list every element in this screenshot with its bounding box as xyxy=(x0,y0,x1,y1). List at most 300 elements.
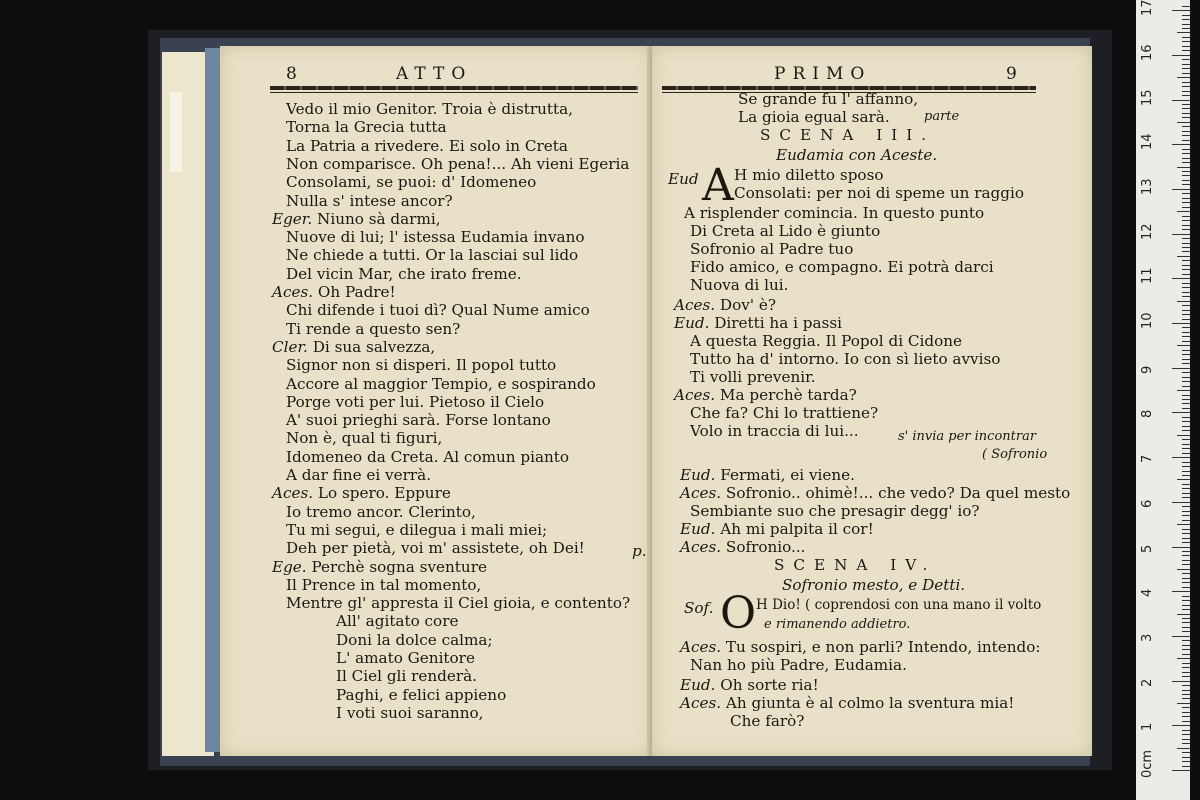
line-text: Non è, qual ti figuri, xyxy=(286,429,443,448)
left-text-line xyxy=(286,228,585,246)
line-text: A dar fine ei verrà. xyxy=(286,466,432,484)
line-text: Ah mi palpita il cor! xyxy=(720,520,874,538)
line-text: Ne chiede a tutti. Or la lasciai sul lido xyxy=(286,246,579,265)
ruler-tick xyxy=(1182,654,1190,655)
ruler-tick xyxy=(1182,511,1190,512)
ruler-tick xyxy=(1182,149,1190,150)
ruler-tick xyxy=(1182,542,1190,543)
scena-4-line-1: H Dio! ( coprendosi con una mano il volto xyxy=(756,597,1042,613)
ruler-tick xyxy=(1182,283,1190,284)
line-text: Che farò? xyxy=(730,712,805,730)
ruler-tick xyxy=(1182,757,1190,758)
ruler-tick xyxy=(1182,716,1190,717)
ruler-tick xyxy=(1182,448,1190,449)
line-text: I voti suoi saranno, xyxy=(336,703,484,722)
ruler-tick xyxy=(1182,564,1190,565)
left-text-line xyxy=(286,503,476,521)
ruler-tick xyxy=(1182,551,1190,552)
right-text-line xyxy=(690,656,907,674)
speaker-label: Eud. xyxy=(680,520,716,538)
left-text-line xyxy=(272,558,487,576)
right-page-number: 9 xyxy=(1006,64,1024,84)
ruler-number: 7 xyxy=(1140,454,1155,464)
ruler-tick xyxy=(1182,471,1190,472)
line-text: Vedo il mio Genitor. Troia è distrutta, xyxy=(286,100,573,118)
left-text-line xyxy=(286,155,629,173)
ruler-tick xyxy=(1172,457,1190,458)
line-text: Il Ciel gli renderà. xyxy=(336,667,477,686)
ruler-tick xyxy=(1182,153,1190,154)
left-running-head: ATTO xyxy=(396,64,473,84)
ruler-tick xyxy=(1182,761,1190,762)
left-text-line xyxy=(336,612,458,630)
left-text-line xyxy=(336,686,506,704)
speaker-label: Eger. xyxy=(272,209,313,228)
ruler-tick xyxy=(1182,618,1190,619)
ruler-tick xyxy=(1182,600,1190,601)
ruler-tick xyxy=(1182,707,1190,708)
ruler-tick xyxy=(1182,82,1190,83)
speaker-label: Eud. xyxy=(680,466,716,484)
line-text: Sembiante suo che presagir degg' io? xyxy=(690,502,980,520)
ruler-tick xyxy=(1177,390,1190,391)
ruler-tick xyxy=(1182,372,1190,373)
left-text-line xyxy=(286,521,547,539)
left-text-line xyxy=(286,539,585,557)
ruler-tick xyxy=(1182,243,1190,244)
ruler-tick xyxy=(1182,24,1190,25)
ruler-tick xyxy=(1182,216,1190,217)
line-text: Signor non si disperi. Il popol tutto xyxy=(286,356,557,375)
left-text-line xyxy=(286,246,578,264)
ruler-number: 4 xyxy=(1140,588,1155,598)
ruler-tick xyxy=(1177,524,1190,525)
right-text-line xyxy=(690,332,962,350)
speaker-label: Aces. xyxy=(272,484,314,503)
ruler-tick xyxy=(1177,658,1190,659)
ruler-tick xyxy=(1182,739,1190,740)
ruler-tick xyxy=(1182,305,1190,306)
ruler-tick xyxy=(1182,287,1190,288)
ruler-tick xyxy=(1182,68,1190,69)
left-text-line xyxy=(286,429,442,447)
measurement-ruler xyxy=(1136,0,1190,800)
ruler-tick xyxy=(1182,721,1190,722)
ruler-tick xyxy=(1177,122,1190,123)
ruler-tick xyxy=(1182,225,1190,226)
speaker-label: Aces. xyxy=(680,694,722,712)
ruler-tick xyxy=(1182,198,1190,199)
ruler-tick xyxy=(1182,113,1190,114)
ruler-tick xyxy=(1182,488,1190,489)
left-text-line xyxy=(286,466,431,484)
ruler-tick xyxy=(1177,77,1190,78)
stage-direction-2: ( Sofronio xyxy=(982,447,1048,462)
right-text-line xyxy=(674,296,776,314)
ruler-tick xyxy=(1182,37,1190,38)
ruler-tick xyxy=(1182,251,1190,252)
ruler-tick xyxy=(1182,207,1190,208)
ruler-tick xyxy=(1172,725,1190,726)
ruler-number: 16 xyxy=(1140,44,1155,61)
ruler-tick xyxy=(1182,104,1190,105)
ruler-tick xyxy=(1172,770,1190,771)
ruler-number: 9 xyxy=(1140,365,1155,374)
right-text-line xyxy=(690,502,980,520)
ruler-tick xyxy=(1182,730,1190,731)
ruler-tick xyxy=(1172,278,1190,279)
ruler-tick xyxy=(1177,301,1190,302)
ruler-tick xyxy=(1172,189,1190,190)
ruler-tick xyxy=(1182,332,1190,333)
ruler-tick xyxy=(1172,144,1190,145)
ruler-tick xyxy=(1182,743,1190,744)
ruler-tick xyxy=(1182,752,1190,753)
ruler-tick xyxy=(1182,622,1190,623)
line-text: Nan ho più Padre, Eudamia. xyxy=(690,656,907,674)
left-text-line xyxy=(272,210,441,228)
scena-3-title: SCENA III. xyxy=(760,126,936,144)
line-text: Che fa? Chi lo trattiene? xyxy=(690,404,879,422)
line-text: Dov' è? xyxy=(719,296,776,314)
ruler-tick xyxy=(1177,167,1190,168)
line-text: Lo spero. Eppure xyxy=(317,484,451,503)
ruler-tick xyxy=(1182,41,1190,42)
right-text-line xyxy=(738,108,890,126)
line-text: Io tremo ancor. Clerinto, xyxy=(286,502,476,521)
right-text-line xyxy=(730,712,804,730)
left-head-rule-thin xyxy=(270,92,638,93)
ruler-tick xyxy=(1182,269,1190,270)
ruler-tick xyxy=(1182,493,1190,494)
ruler-tick xyxy=(1182,158,1190,159)
ruler-tick xyxy=(1182,520,1190,521)
ruler-tick xyxy=(1182,694,1190,695)
ruler-tick xyxy=(1182,663,1190,664)
right-text-line xyxy=(690,258,994,276)
line-text: Tutto ha d' intorno. Io con sì lieto avviso xyxy=(690,350,1001,368)
speaker-label: Aces. xyxy=(674,296,716,314)
line-text: La gioia egual sarà. xyxy=(738,108,890,126)
line-text: L' amato Genitore xyxy=(336,649,475,667)
line-text: Sofronio al Padre tuo xyxy=(690,240,854,258)
line-text: Sofronio... xyxy=(725,538,806,556)
scena-3-line-2: Consolati: per noi di speme un raggio xyxy=(734,184,1024,202)
line-text: Tu mi segui, e dilegua i mali miei; xyxy=(286,520,548,539)
ruler-tick xyxy=(1182,296,1190,297)
scena-3-speaker: Eud xyxy=(668,170,699,188)
ruler-tick xyxy=(1177,256,1190,257)
left-text-line xyxy=(336,667,477,685)
ruler-tick xyxy=(1182,515,1190,516)
ruler-tick xyxy=(1182,529,1190,530)
ruler-tick xyxy=(1182,649,1190,650)
ruler-tick xyxy=(1182,672,1190,673)
ruler-number: 10 xyxy=(1140,312,1155,329)
left-text-line xyxy=(336,649,475,667)
line-text: A questa Reggia. Il Popol di Cidone xyxy=(690,332,963,350)
line-text: Nuove di lui; l' istessa Eudamia invano xyxy=(286,228,585,247)
left-text-line xyxy=(286,173,536,191)
line-text: Se grande fu l' affanno, xyxy=(738,90,919,108)
left-text-line xyxy=(286,448,569,466)
ruler-tick xyxy=(1182,117,1190,118)
left-text-line xyxy=(286,320,460,338)
ruler-tick xyxy=(1182,712,1190,713)
ruler-tick xyxy=(1182,140,1190,141)
stage-direction-1: s' invia per incontrar xyxy=(898,429,1037,444)
right-text-line xyxy=(680,484,1070,502)
ruler-tick xyxy=(1177,345,1190,346)
ruler-tick xyxy=(1182,64,1190,65)
ruler-tick xyxy=(1182,453,1190,454)
ruler-tick xyxy=(1182,645,1190,646)
ruler-tick xyxy=(1182,444,1190,445)
ruler-tick xyxy=(1182,202,1190,203)
ruler-number: 11 xyxy=(1140,267,1155,285)
speaker-label: Ege. xyxy=(272,557,307,576)
ruler-tick xyxy=(1172,10,1190,11)
right-text-line xyxy=(680,638,1040,656)
speaker-label: Eud. xyxy=(680,676,716,694)
ruler-tick xyxy=(1182,475,1190,476)
line-text: Il Prence in tal momento, xyxy=(286,575,482,594)
left-page-number: 8 xyxy=(286,64,304,84)
left-text-line xyxy=(286,137,568,155)
left-text-line xyxy=(286,356,556,374)
ruler-tick xyxy=(1182,685,1190,686)
line-text: Porge voti per lui. Pietoso il Cielo xyxy=(286,392,545,411)
line-text: All' agitato core xyxy=(336,612,459,631)
left-text-line xyxy=(286,265,522,283)
ruler-tick xyxy=(1182,596,1190,597)
ruler-number: 12 xyxy=(1140,223,1155,240)
left-text-line xyxy=(286,393,544,411)
ruler-tick xyxy=(1182,676,1190,677)
line-text: Del vicin Mar, che irato freme. xyxy=(286,264,522,283)
left-text-line xyxy=(286,118,447,136)
line-text: Ti volli prevenir. xyxy=(690,368,816,386)
speaker-label: Aces. xyxy=(680,484,722,502)
scena-3-line-1: H mio diletto sposo xyxy=(734,166,884,184)
speaker-label: Aces. xyxy=(272,283,314,301)
line-text: La Patria a rivedere. Ei solo in Creta xyxy=(286,136,568,155)
ruler-tick xyxy=(1182,582,1190,583)
line-text: Deh per pietà, voi m' assistete, oh Dei! xyxy=(286,539,585,558)
ruler-tick xyxy=(1172,547,1190,548)
right-text-line xyxy=(738,90,918,108)
ruler-number: 14 xyxy=(1140,133,1155,151)
ruler-tick xyxy=(1182,50,1190,51)
ruler-tick xyxy=(1182,95,1190,96)
ruler-tick xyxy=(1182,220,1190,221)
ruler-tick xyxy=(1182,359,1190,360)
scena-4-cast: Sofronio mesto, e Detti. xyxy=(782,576,966,594)
line-text: Torna la Grecia tutta xyxy=(286,118,447,137)
ruler-tick xyxy=(1182,430,1190,431)
ruler-tick xyxy=(1182,46,1190,47)
ruler-tick xyxy=(1182,734,1190,735)
ruler-tick xyxy=(1182,265,1190,266)
ruler-tick xyxy=(1182,15,1190,16)
line-text: Diretti ha i passi xyxy=(714,314,842,332)
ruler-tick xyxy=(1182,59,1190,60)
ruler-tick xyxy=(1182,91,1190,92)
ruler-tick xyxy=(1172,636,1190,637)
line-text: Perchè sogna sventure xyxy=(311,557,487,576)
right-text-line xyxy=(690,276,788,294)
ruler-number: 3 xyxy=(1140,633,1155,642)
ruler-tick xyxy=(1177,614,1190,615)
right-text-line xyxy=(690,422,859,440)
ruler-tick xyxy=(1172,55,1190,56)
line-text: Mentre gl' appresta il Ciel gioia, e contento? xyxy=(286,594,631,613)
right-text-line xyxy=(690,222,880,240)
ruler-tick xyxy=(1182,180,1190,181)
right-text-line xyxy=(680,466,855,484)
ruler-tick xyxy=(1182,135,1190,136)
ruler-tick xyxy=(1182,421,1190,422)
ruler-tick xyxy=(1182,238,1190,239)
ruler-tick xyxy=(1172,681,1190,682)
ruler-tick xyxy=(1182,260,1190,261)
line-text: Tu sospiri, e non parli? Intendo, intendo: xyxy=(725,638,1041,656)
right-running-head: PRIMO xyxy=(774,64,872,84)
line-text: Oh sorte ria! xyxy=(720,676,819,694)
ruler-tick xyxy=(1182,274,1190,275)
left-text-line xyxy=(272,283,396,301)
ruler-tick xyxy=(1172,412,1190,413)
ruler-tick xyxy=(1182,609,1190,610)
ruler-tick xyxy=(1177,32,1190,33)
ruler-tick xyxy=(1172,368,1190,369)
ruler-tick xyxy=(1182,631,1190,632)
speaker-label: Aces. xyxy=(674,386,716,404)
right-text-line xyxy=(674,314,842,332)
ruler-tick xyxy=(1182,399,1190,400)
scena-3-line-3: A risplender comincia. In questo punto xyxy=(684,204,985,222)
line-text: Di sua salvezza, xyxy=(312,337,436,356)
ruler-tick xyxy=(1182,587,1190,588)
ruler-tick xyxy=(1182,341,1190,342)
ruler-tick xyxy=(1182,698,1190,699)
ruler-tick xyxy=(1182,327,1190,328)
ruler-number: 0cm xyxy=(1140,749,1155,778)
line-text: Nulla s' intese ancor? xyxy=(286,191,453,210)
line-text: Niuno sà darmi, xyxy=(317,209,441,228)
ruler-tick xyxy=(1182,667,1190,668)
ruler-tick xyxy=(1172,591,1190,592)
ruler-tick xyxy=(1182,533,1190,534)
line-text: A' suoi prieghi sarà. Forse lontano xyxy=(286,411,551,430)
ruler-tick xyxy=(1182,766,1190,767)
ruler-tick xyxy=(1182,538,1190,539)
margin-mark: p. xyxy=(632,542,647,560)
line-text: Di Creta al Lido è giunto xyxy=(690,222,881,240)
left-text-line xyxy=(286,192,453,210)
ruler-tick xyxy=(1182,175,1190,176)
ruler-tick xyxy=(1182,28,1190,29)
right-page xyxy=(652,46,1092,756)
ruler-tick xyxy=(1177,435,1190,436)
ruler-tick xyxy=(1182,363,1190,364)
speaker-label: Aces. xyxy=(680,638,722,656)
ruler-tick xyxy=(1177,703,1190,704)
ruler-tick xyxy=(1182,131,1190,132)
left-page xyxy=(220,46,652,756)
left-text-line xyxy=(286,375,596,393)
line-text: Ma perchè tarda? xyxy=(719,386,857,404)
ruler-tick xyxy=(1182,247,1190,248)
ruler-tick xyxy=(1182,108,1190,109)
line-text: Oh Padre! xyxy=(317,283,396,301)
ruler-tick xyxy=(1182,560,1190,561)
scena-4-speaker: Sof. xyxy=(684,599,714,617)
line-text: Consolami, se puoi: d' Idomeneo xyxy=(286,173,537,192)
left-text-line xyxy=(286,100,573,118)
speaker-label: Eud. xyxy=(674,314,710,332)
right-text-line xyxy=(690,350,1000,368)
ruler-tick xyxy=(1182,319,1190,320)
ruler-tick xyxy=(1182,73,1190,74)
parte-direction: parte xyxy=(924,109,960,124)
ruler-tick xyxy=(1182,171,1190,172)
ruler-tick xyxy=(1182,350,1190,351)
ruler-tick xyxy=(1182,19,1190,20)
ruler-tick xyxy=(1182,466,1190,467)
ruler-number: 2 xyxy=(1140,678,1155,687)
ruler-tick xyxy=(1182,439,1190,440)
left-text-line xyxy=(336,704,483,722)
right-text-line xyxy=(690,368,816,386)
right-text-line xyxy=(680,520,874,538)
ruler-tick xyxy=(1182,126,1190,127)
speaker-label: Aces. xyxy=(680,538,722,556)
right-text-line xyxy=(690,240,853,258)
ruler-tick xyxy=(1182,336,1190,337)
line-text: Ti rende a questo sen? xyxy=(286,319,461,338)
line-text: Volo in traccia di lui... xyxy=(690,422,859,440)
left-text-line xyxy=(286,576,481,594)
line-text: Nuova di lui. xyxy=(690,276,789,294)
scena-4-title: SCENA IV. xyxy=(774,556,937,574)
ruler-number: 1 xyxy=(1140,723,1155,732)
ruler-tick xyxy=(1177,479,1190,480)
left-head-rule xyxy=(270,86,638,90)
ruler-tick xyxy=(1182,640,1190,641)
ruler-tick xyxy=(1172,502,1190,503)
ruler-tick xyxy=(1182,229,1190,230)
right-text-line xyxy=(690,404,878,422)
left-text-line xyxy=(272,484,451,502)
right-text-line xyxy=(680,676,819,694)
line-text: Non comparisce. Oh pena!... Ah vieni Egeria xyxy=(286,154,630,173)
ruler-tick xyxy=(1182,462,1190,463)
right-text-line xyxy=(674,386,857,404)
ruler-tick xyxy=(1182,578,1190,579)
ruler-number: 8 xyxy=(1140,410,1155,419)
left-text-line xyxy=(286,301,590,319)
ruler-tick xyxy=(1182,408,1190,409)
left-text-line xyxy=(272,338,435,356)
ruler-tick xyxy=(1182,292,1190,293)
ruler-tick xyxy=(1182,403,1190,404)
flyleaf-strip xyxy=(170,92,182,172)
ruler-tick xyxy=(1182,605,1190,606)
scena-4-line-2: e rimanendo addietro. xyxy=(764,617,911,632)
ruler-tick xyxy=(1172,323,1190,324)
ruler-tick xyxy=(1172,234,1190,235)
